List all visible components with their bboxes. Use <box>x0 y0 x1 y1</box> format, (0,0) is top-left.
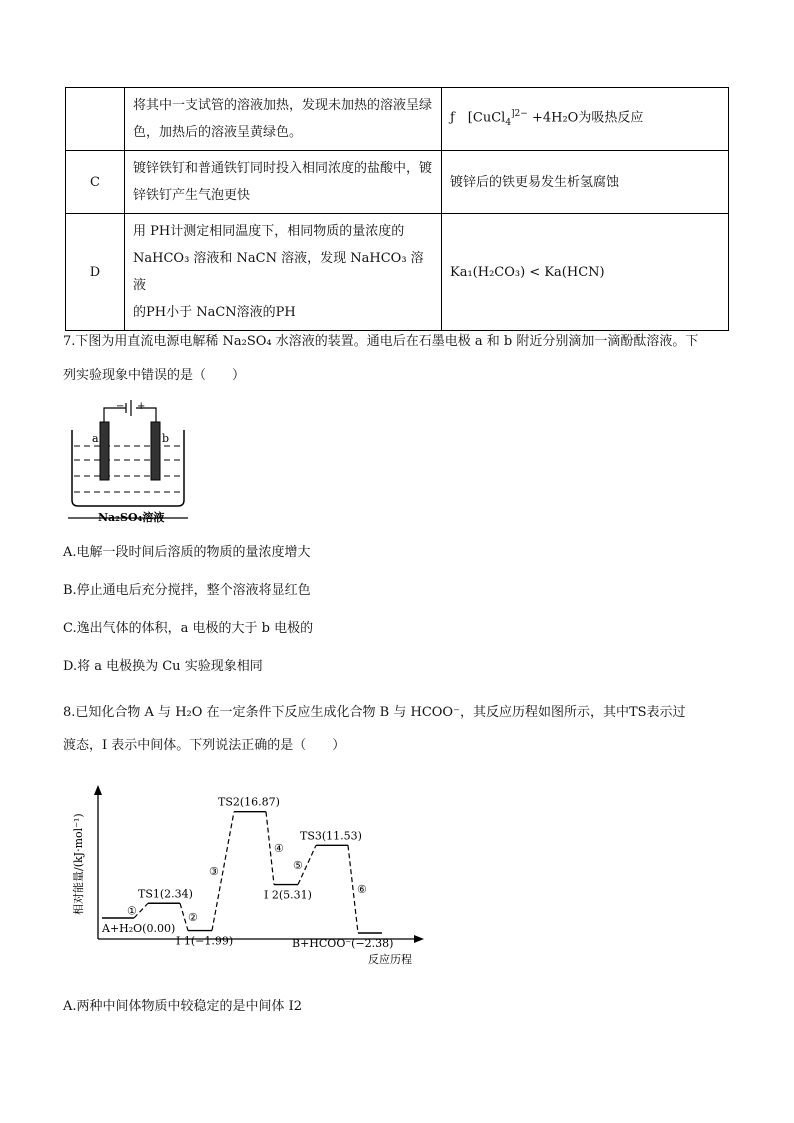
conclusion-cell: 镀锌后的铁更易发生析氢腐蚀 <box>442 151 729 214</box>
table-row <box>66 151 729 214</box>
q7-option-a: A.电解一段时间后溶质的物质的量浓度增大 <box>63 545 311 560</box>
experiment-line: 用 PH计测定相同温度下，相同物质的量浓度的 <box>133 224 405 239</box>
energy-level-label: A+H₂O(0.00) <box>102 922 176 935</box>
electrode-b <box>151 422 160 480</box>
row-label: C <box>66 151 125 214</box>
table-row <box>66 214 729 331</box>
electrode-b-label: b <box>162 432 170 445</box>
conclusion-cell <box>442 88 729 151</box>
step-marker: ④ <box>274 842 284 856</box>
energy-level-label: TS1(2.34) <box>138 887 193 901</box>
experiment-line: 的PH小于 NaCN溶液的PH <box>133 305 296 320</box>
energy-level-label: I 2(5.31) <box>264 888 312 902</box>
conclusion-part: ƒ [CuCl <box>450 110 506 126</box>
energy-level-label: I 1(−1.99) <box>176 934 234 948</box>
battery-plus: + <box>137 401 146 412</box>
electrode-a <box>100 422 109 480</box>
conclusion-part: +4H₂O为吸热反应 <box>527 110 644 126</box>
conclusion-sub: 4 <box>505 117 512 128</box>
electrolysis-figure <box>64 400 194 525</box>
battery-minus: − <box>116 401 125 412</box>
q7-stem-line1: 7.下图为用直流电源电解稀 Na₂SO₄ 水溶液的装置。通电后在石墨电极 a 和 b 附近分别滴加一滴酚酞溶液。下 <box>63 334 699 349</box>
q8-stem-line1: 8.已知化合物 A 与 H₂O 在一定条件下反应生成化合物 B 与 HCOO⁻，其反应历程如图所示，其中TS表示过 <box>63 705 686 720</box>
step-marker: ③ <box>209 865 219 879</box>
experiment-line: NaHCO₃ 溶液和 NaCN 溶液，发现 NaHCO₃ 溶液 <box>133 251 424 293</box>
energy-level-label: B+HCOO⁻(−2.38) <box>292 936 394 950</box>
transition-line <box>266 812 274 885</box>
conclusion-cell: Ka₁(H₂CO₃) < Ka(HCN) <box>442 214 729 331</box>
step-marker: ⑥ <box>357 883 367 897</box>
conclusion-sup: ]2− <box>511 109 528 120</box>
row-label: D <box>66 214 125 331</box>
x-axis-label: 反应历程 <box>368 953 412 966</box>
q8-option-a: A.两种中间体物质中较稳定的是中间体 I2 <box>63 999 303 1014</box>
energy-level-label: TS3(11.53) <box>300 829 362 843</box>
electrode-a-label: a <box>92 432 99 445</box>
q7-option-c: C.逸出气体的体积，a 电极的大于 b 电极的 <box>63 621 314 636</box>
y-axis-label: 相对能量/(kJ·mol⁻¹) <box>72 813 85 915</box>
q7-stem-line2: 列实验现象中错误的是（ ） <box>63 368 246 383</box>
table-row <box>66 88 729 151</box>
step-marker: ② <box>188 910 198 924</box>
row-label <box>66 88 125 151</box>
experiment-cell: 将其中一支试管的溶液加热，发现未加热的溶液呈绿色，加热后的溶液呈黄绿色。 <box>125 88 442 151</box>
experiment-cell: 镀锌铁钉和普通铁钉同时投入相同浓度的盐酸中，镀锌铁钉产生气泡更快 <box>125 151 442 214</box>
q8-stem-line2: 渡态，I 表示中间体。下列说法正确的是（ ） <box>63 738 346 753</box>
q7-option-b: B.停止通电后充分搅拌，整个溶液将显红色 <box>63 583 311 598</box>
energy-level-label: TS2(16.87) <box>218 795 280 809</box>
figure-caption: Na₂SO₄溶液 <box>98 511 165 524</box>
energy-profile-chart <box>66 783 436 973</box>
q7-option-d: D.将 a 电极换为 Cu 实验现象相同 <box>63 659 263 674</box>
step-marker: ① <box>127 904 137 918</box>
experiment-cell <box>125 214 442 331</box>
step-marker: ⑤ <box>293 858 303 872</box>
transition-line <box>180 903 188 930</box>
answer-table <box>65 87 729 331</box>
